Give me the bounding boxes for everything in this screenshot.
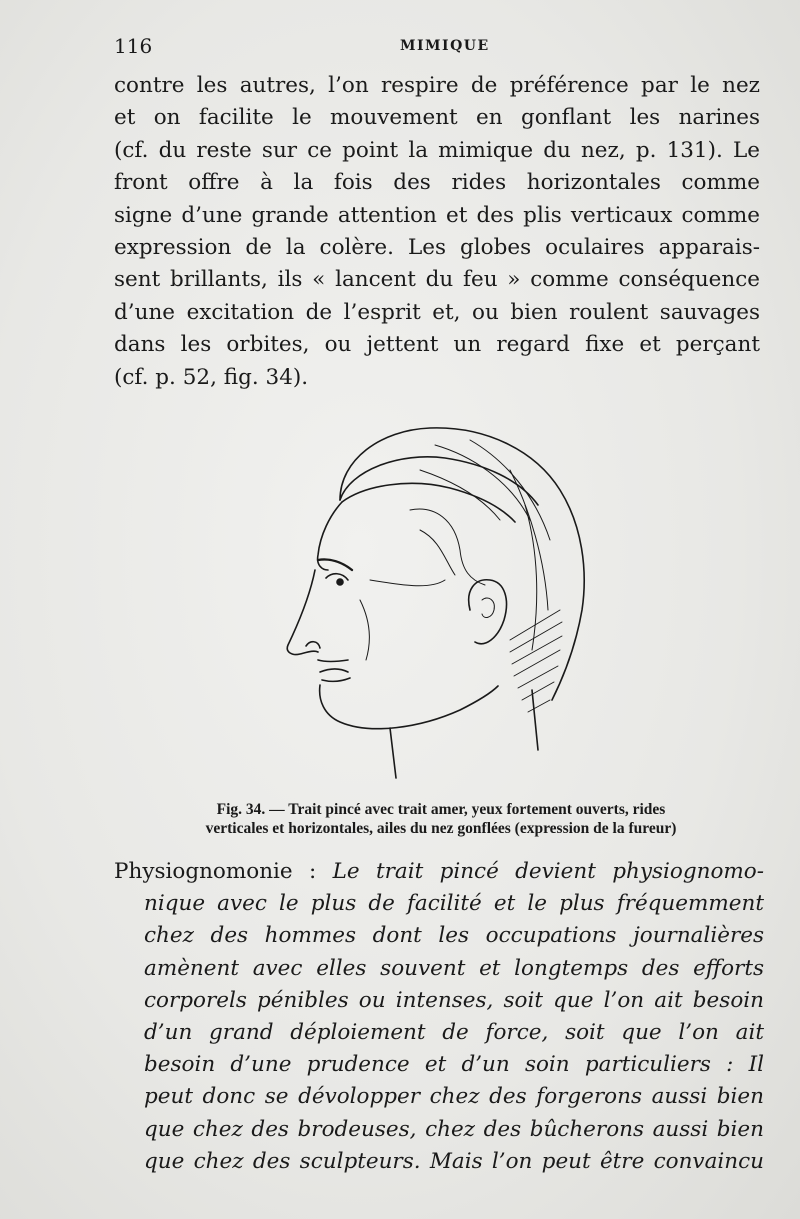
body-line: (cf. p. 52, fig. 34). — [114, 364, 309, 390]
physiognomy-line — [114, 985, 764, 1017]
physiognomy-line — [114, 920, 764, 952]
physiognomy-text: amènent avec elles souvent et longtemps des efforts — [144, 955, 764, 981]
physiognomy-text: Le trait pincé devient physiognomo- — [332, 859, 765, 884]
physiognomy-text: chez des hommes dont les occupations journalières — [144, 923, 764, 949]
physiognomy-text: corporels pénibles ou intenses, soit que l’on ait besoin — [144, 987, 764, 1013]
physiognomy-line — [114, 1146, 764, 1178]
body-line: d’une excitation de l’esprit et, ou bien roulent sauvages — [114, 299, 760, 325]
running-title: MIMIQUE — [400, 38, 490, 54]
physiognomy-line — [114, 888, 764, 920]
caption-line: Fig. 34. — Trait pincé avec trait amer, yeux fortement ouverts, rides — [216, 801, 666, 818]
body-paragraph — [114, 70, 760, 394]
physiognomy-line — [114, 953, 764, 985]
physiognomy-first-line — [114, 856, 764, 888]
body-line: et on facilite le mouvement en gonflant les narines — [114, 105, 760, 131]
page-number: 116 — [114, 34, 153, 58]
figure-caption — [116, 800, 766, 838]
body-line: signe d’une grande attention et des plis verticaux comme — [114, 202, 760, 228]
physiognomy-text: d’un grand déploiement de force, soit que l’on ait — [144, 1020, 764, 1046]
physiognomy-paragraph — [114, 856, 764, 1178]
body-line: sent brillants, ils « lancent du feu » comme conséquence — [114, 267, 760, 293]
physiognomy-text: que chez des sculpteurs. Mais l’on peut être convaincu — [144, 1148, 764, 1174]
physiognomy-text: que chez des brodeuses, chez des bûcherons aussi bien — [144, 1116, 764, 1142]
physiognomy-text: besoin d’une prudence et d’un soin particuliers : Il — [144, 1052, 764, 1078]
physiognomy-label: Physiognomonie : — [114, 859, 333, 884]
body-line: front offre à la fois des rides horizontales comme — [114, 170, 760, 196]
caption-line: verticales et horizontales, ailes du nez gonflées (expression de la fureur) — [205, 820, 677, 837]
body-line: expression de la colère. Les globes oculaires apparais- — [114, 235, 760, 261]
physiognomy-text: nique avec le plus de facilité et le plus fréquemment — [144, 891, 764, 917]
physiognomy-line — [114, 1114, 764, 1146]
physiognomy-line — [114, 1081, 764, 1113]
physiognomy-text: peut donc se dévolopper chez des forgerons aussi bien — [144, 1084, 764, 1110]
physiognomy-line — [114, 1017, 764, 1049]
body-line: contre les autres, l’on respire de préférence par le nez — [114, 73, 760, 98]
body-line: (cf. du reste sur ce point la mimique du nez, p. 131). Le — [114, 137, 760, 163]
page-header — [114, 34, 764, 62]
body-line: dans les orbites, ou jettent un regard fixe et perçant — [114, 332, 760, 358]
physiognomy-line — [114, 1049, 764, 1081]
profile-head-illustration — [270, 410, 610, 790]
